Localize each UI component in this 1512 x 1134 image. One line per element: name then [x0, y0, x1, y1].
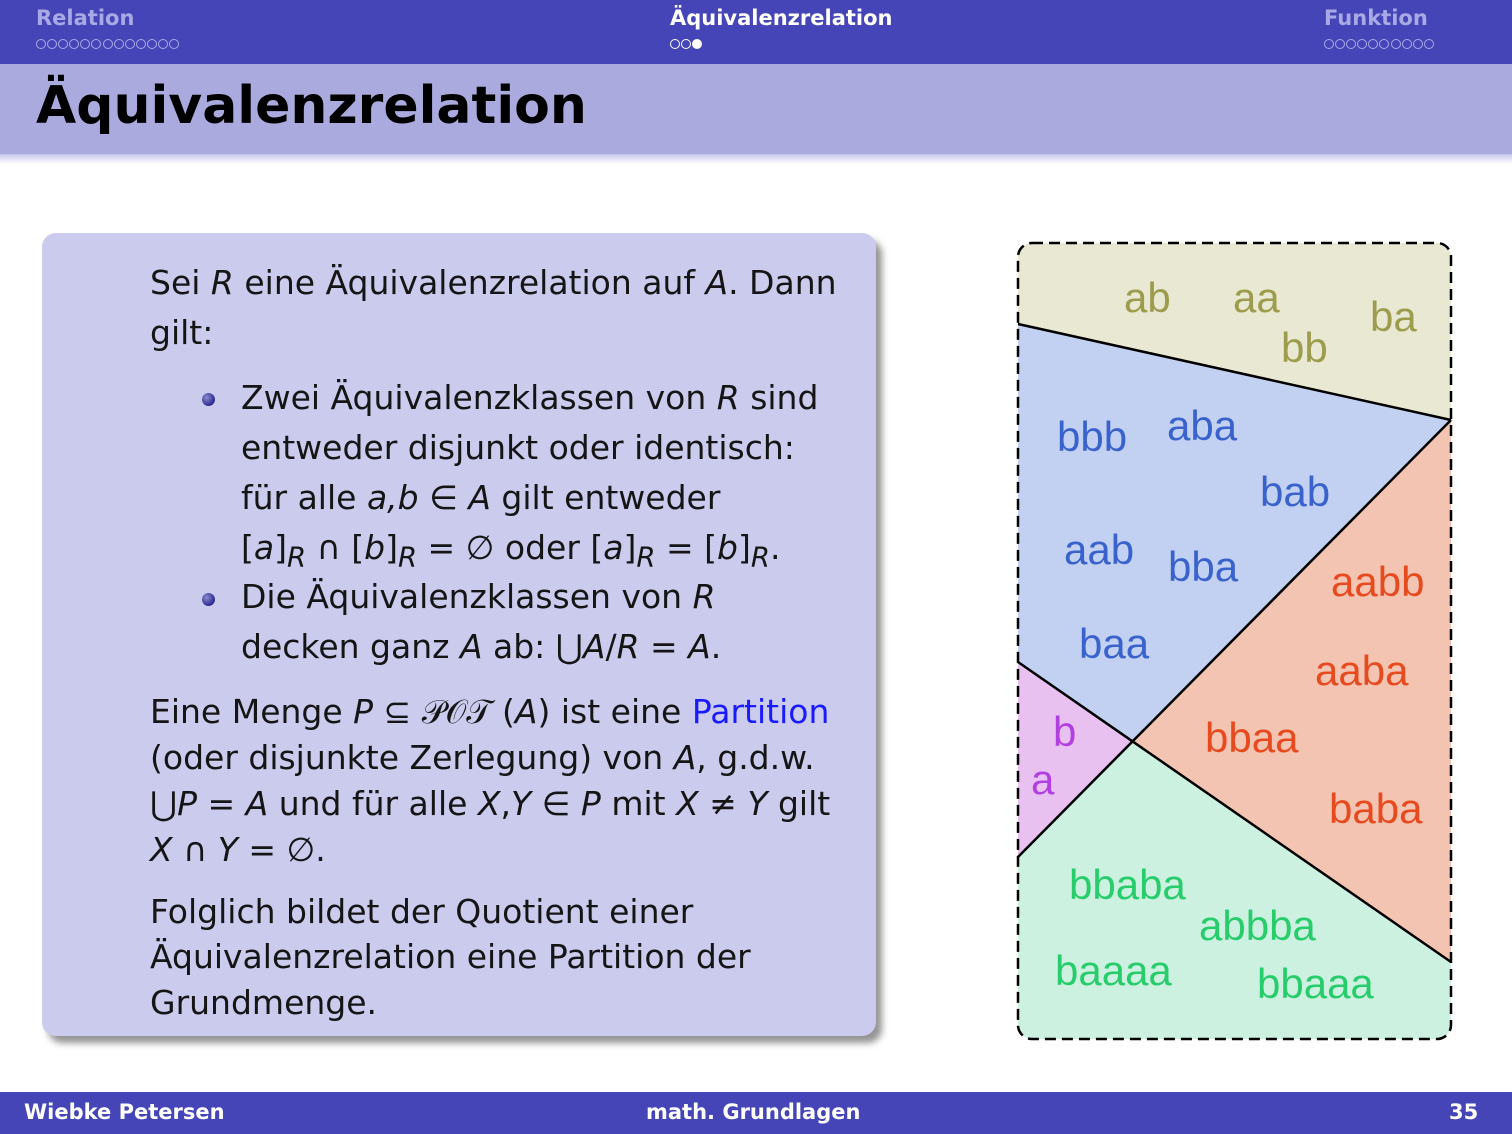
- element-label: bbb: [1057, 413, 1128, 460]
- element-label: a: [1031, 756, 1055, 803]
- item-line: entweder disjunkt oder identisch:: [241, 428, 795, 467]
- page-number: 35: [1449, 1100, 1479, 1124]
- element-label: ab: [1124, 274, 1171, 321]
- item-line: für alle a,b ∈ A gilt entweder: [241, 478, 721, 517]
- element-label: aab: [1064, 526, 1135, 573]
- element-label: ba: [1370, 293, 1417, 340]
- element-label: bab: [1260, 468, 1331, 515]
- partition-link[interactable]: Partition: [691, 692, 830, 731]
- element-label: baa: [1079, 620, 1150, 667]
- item-line: decken ganz A ab: ⋃A/R = A.: [241, 627, 722, 666]
- element-label: bbaba: [1069, 861, 1186, 908]
- conclusion-line: Folglich bildet der Quotient einer: [150, 892, 694, 931]
- intro-line: gilt:: [150, 313, 214, 352]
- element-label: bbaa: [1205, 714, 1299, 761]
- element-label: aabb: [1331, 558, 1425, 605]
- item-line: Die Äquivalenzklassen von R: [241, 577, 716, 616]
- intro-line: Sei R eine Äquivalenzrelation auf A. Dann: [150, 263, 837, 302]
- frame-title: Äquivalenzrelation: [36, 76, 587, 136]
- element-label: aba: [1167, 402, 1238, 449]
- footer-title: math. Grundlagen: [646, 1100, 861, 1124]
- partition-line: Eine Menge P ⊆ 𝒫𝒪𝒯 (A) ist eine Partition: [150, 692, 830, 731]
- element-label: aa: [1233, 274, 1280, 321]
- conclusion-line: Äquivalenzrelation eine Partition der: [150, 937, 751, 976]
- element-label: aaba: [1315, 647, 1409, 694]
- partition-line: X ∩ Y = ∅.: [150, 830, 326, 869]
- partition-line: (oder disjunkte Zerlegung) von A, g.d.w.: [150, 738, 815, 777]
- element-label: baba: [1329, 785, 1423, 832]
- item-formula: $[a]_R$ ∩ $[b]_R$ = ∅ oder $[a]_R = [b]_R$.: [241, 528, 781, 574]
- element-label: bba: [1168, 543, 1239, 590]
- element-label: bb: [1281, 324, 1328, 371]
- footer-author: Wiebke Petersen: [24, 1100, 225, 1124]
- nav-section-label[interactable]: Relation: [36, 6, 135, 30]
- conclusion-line: Grundmenge.: [150, 983, 378, 1022]
- element-label: b: [1053, 708, 1077, 755]
- element-label: baaaa: [1055, 947, 1172, 994]
- element-label: abbba: [1199, 902, 1316, 949]
- footer-bar: [0, 1092, 1512, 1134]
- nav-section-label[interactable]: Äquivalenzrelation: [670, 6, 893, 30]
- element-label: bbaaa: [1257, 960, 1374, 1007]
- partition-line: ⋃P = A und für alle X,Y ∈ P mit X ≠ Y gilt: [150, 784, 831, 823]
- item-line: Zwei Äquivalenzklassen von R sind: [241, 378, 819, 417]
- nav-section-label[interactable]: Funktion: [1324, 6, 1428, 30]
